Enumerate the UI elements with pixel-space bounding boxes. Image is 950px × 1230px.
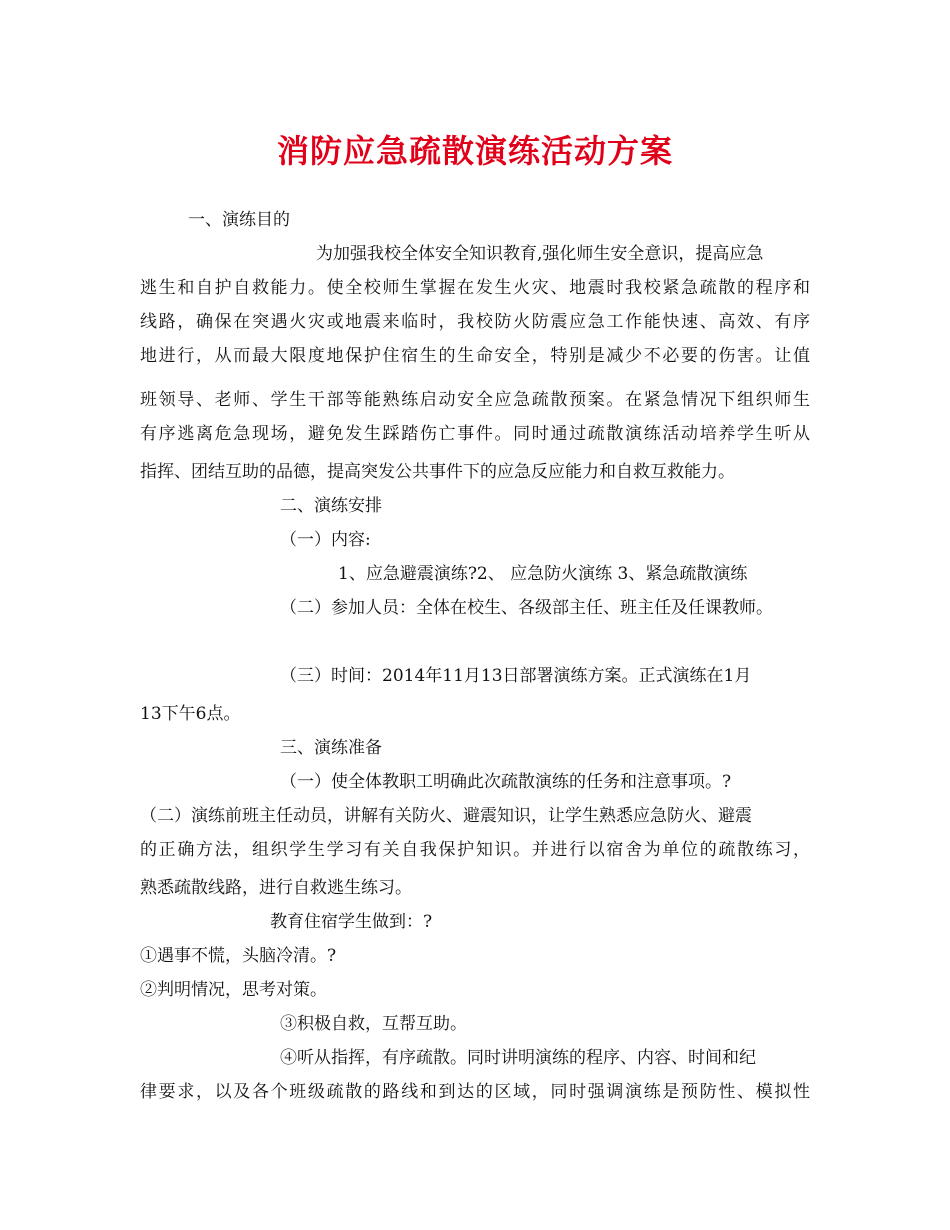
list-item: ③积极自救，互帮互助。 — [280, 1014, 467, 1034]
paragraph-line: 为加强我校全体安全知识教育,强化师生安全意识，提高应急 — [316, 244, 764, 264]
paragraph-line: （一）内容: — [280, 530, 371, 550]
paragraph-line: 指挥、团结互助的品德，提高突发公共事件下的应急反应能力和自救互救能力。 — [140, 462, 735, 482]
paragraph-line: （二）演练前班主任动员，讲解有关防火、避震知识，让学生熟悉应急防火、避震 — [140, 806, 752, 826]
paragraph-line: 班领导、老师、学生干部等能熟练启动安全应急疏散预案。在紧急情况下组织师生 — [140, 390, 810, 410]
list-item: ①遇事不慌，头脑冷清。? — [140, 946, 337, 966]
paragraph-line: 13下午6点。 — [140, 704, 241, 724]
paragraph-line: 1、应急避震演练?2、 应急防火演练 3、紧急疏散演练 — [338, 564, 748, 584]
paragraph-line: （一）使全体教职工明确此次疏散演练的任务和注意事项。? — [280, 772, 732, 792]
section-heading: 一、演练目的 — [188, 210, 290, 230]
paragraph-line: 有序逃离危急现场，避免发生踩踏伤亡事件。同时通过疏散演练活动培养学生听从 — [140, 424, 810, 444]
paragraph-line: 地进行，从而最大限度地保护住宿生的生命安全，特别是减少不必要的伤害。让值 — [140, 346, 810, 366]
paragraph-line: 熟悉疏散线路，进行自救逃生练习。 — [140, 878, 412, 898]
paragraph-line: 律要求，以及各个班级疏散的路线和到达的区域，同时强调演练是预防性、模拟性 — [140, 1082, 810, 1102]
section-heading: 二、演练安排 — [280, 496, 382, 516]
paragraph-line: 教育住宿学生做到：? — [270, 912, 433, 932]
list-item: ④听从指挥，有序疏散。同时讲明演练的程序、内容、时间和纪 — [280, 1048, 756, 1068]
paragraph-line: （三）时间：2014年11月13日部署演练方案。正式演练在1月 — [280, 666, 752, 686]
section-heading: 三、演练准备 — [280, 738, 382, 758]
paragraph-line: （二）参加人员：全体在校生、各级部主任、班主任及任课教师。 — [280, 598, 773, 618]
paragraph-line: 的正确方法，组织学生学习有关自我保护知识。并进行以宿舍为单位的疏散练习， — [140, 840, 810, 860]
paragraph-line: 线路，确保在突遇火灾或地震来临时，我校防火防震应急工作能快速、高效、有序 — [140, 312, 810, 332]
list-item: ②判明情况，思考对策。 — [140, 980, 327, 1000]
document-title: 消防应急疏散演练活动方案 — [276, 132, 673, 170]
paragraph-line: 逃生和自护自救能力。使全校师生掌握在发生火灾、地震时我校紧急疏散的程序和 — [140, 278, 810, 298]
